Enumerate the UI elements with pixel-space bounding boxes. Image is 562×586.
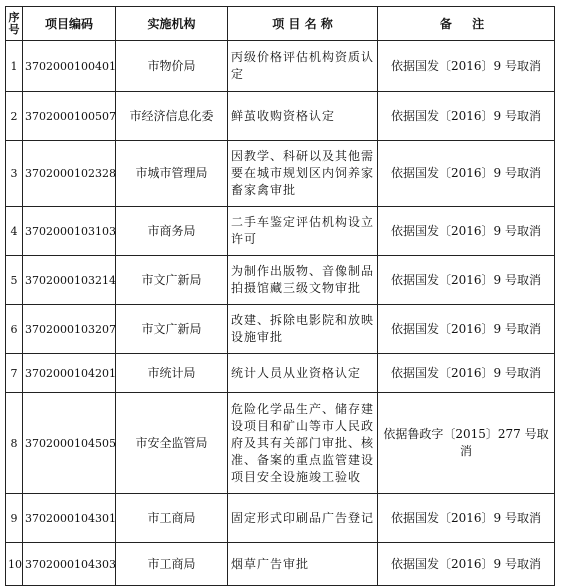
- item-name: 鲜茧收购资格认定: [228, 92, 378, 141]
- row-index: 1: [6, 41, 23, 92]
- implementing-agency: 市经济信息化委: [116, 92, 228, 141]
- header-code: 项目编码: [23, 7, 116, 41]
- item-code: 3702000104201: [23, 354, 116, 393]
- item-name: 固定形式印刷品广告登记: [228, 494, 378, 543]
- table-body: [6, 41, 555, 586]
- remark: 依据鲁政字〔2015〕277 号取消: [378, 393, 555, 494]
- implementing-agency: 市文广新局: [116, 305, 228, 354]
- implementing-agency: 市工商局: [116, 494, 228, 543]
- implementing-agency: 市统计局: [116, 354, 228, 393]
- item-name: 统计人员从业资格认定: [228, 354, 378, 393]
- remark: 依据国发〔2016〕9 号取消: [378, 92, 555, 141]
- row-index: 3: [6, 141, 23, 207]
- row-index: 6: [6, 305, 23, 354]
- remark: 依据国发〔2016〕9 号取消: [378, 543, 555, 586]
- table-row: [6, 393, 555, 494]
- implementing-agency: 市城市管理局: [116, 141, 228, 207]
- item-code: 3702000100401: [23, 41, 116, 92]
- remark: 依据国发〔2016〕9 号取消: [378, 41, 555, 92]
- remark: 依据国发〔2016〕9 号取消: [378, 494, 555, 543]
- item-code: 3702000100507: [23, 92, 116, 141]
- implementing-agency: 市文广新局: [116, 256, 228, 305]
- table-row: [6, 141, 555, 207]
- table-row: [6, 494, 555, 543]
- cancelled-items-table: [5, 6, 555, 586]
- implementing-agency: 市安全监管局: [116, 393, 228, 494]
- row-index: 8: [6, 393, 23, 494]
- item-code: 3702000103214: [23, 256, 116, 305]
- table-row: [6, 354, 555, 393]
- item-code: 3702000103103: [23, 207, 116, 256]
- remark: 依据国发〔2016〕9 号取消: [378, 354, 555, 393]
- remark: 依据国发〔2016〕9 号取消: [378, 256, 555, 305]
- remark: 依据国发〔2016〕9 号取消: [378, 207, 555, 256]
- row-index: 5: [6, 256, 23, 305]
- table-row: [6, 92, 555, 141]
- header-org: 实施机构: [116, 7, 228, 41]
- item-name: 烟草广告审批: [228, 543, 378, 586]
- table-wrapper: [5, 6, 555, 586]
- header-row: [6, 7, 555, 41]
- item-code: 3702000104303: [23, 543, 116, 586]
- implementing-agency: 市商务局: [116, 207, 228, 256]
- header-note: 备 注: [378, 7, 555, 41]
- header-idx: 序号: [6, 7, 23, 41]
- table-row: [6, 305, 555, 354]
- table-row: [6, 256, 555, 305]
- implementing-agency: 市工商局: [116, 543, 228, 586]
- item-name: 丙级价格评估机构资质认定: [228, 41, 378, 92]
- row-index: 7: [6, 354, 23, 393]
- table-row: [6, 207, 555, 256]
- table-row: [6, 543, 555, 586]
- item-name: 改建、拆除电影院和放映设施审批: [228, 305, 378, 354]
- item-name: 为制作出版物、音像制品拍摄馆藏三级文物审批: [228, 256, 378, 305]
- remark: 依据国发〔2016〕9 号取消: [378, 305, 555, 354]
- implementing-agency: 市物价局: [116, 41, 228, 92]
- row-index: 4: [6, 207, 23, 256]
- item-code: 3702000102328: [23, 141, 116, 207]
- item-code: 3702000104301: [23, 494, 116, 543]
- item-name: 危险化学品生产、储存建设项目和矿山等市人民政府及其有关部门审批、核准、备案的重点监管建设项目安全设施竣工验收: [228, 393, 378, 494]
- header-name: 项 目 名 称: [228, 7, 378, 41]
- row-index: 10: [6, 543, 23, 586]
- item-code: 3702000103207: [23, 305, 116, 354]
- item-name: 因教学、科研以及其他需要在城市规划区内饲养家畜家禽审批: [228, 141, 378, 207]
- row-index: 9: [6, 494, 23, 543]
- table-row: [6, 41, 555, 92]
- item-name: 二手车鉴定评估机构设立许可: [228, 207, 378, 256]
- row-index: 2: [6, 92, 23, 141]
- item-code: 3702000104505: [23, 393, 116, 494]
- remark: 依据国发〔2016〕9 号取消: [378, 141, 555, 207]
